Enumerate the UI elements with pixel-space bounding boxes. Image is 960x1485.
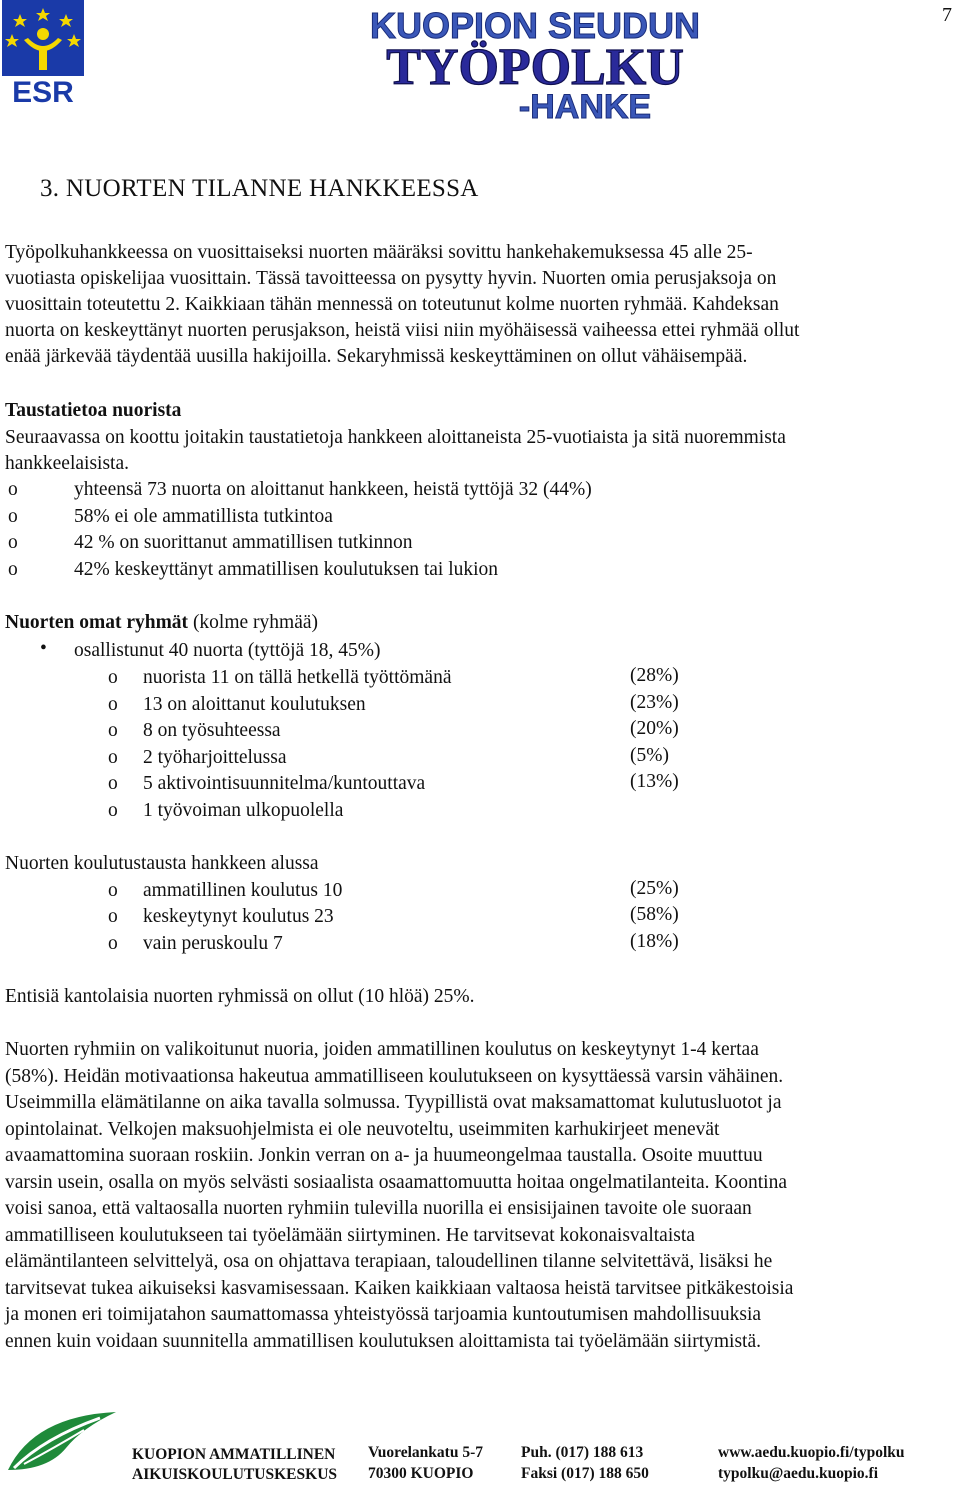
footer-org-line: AIKUISKOULUTUSKESKUS (132, 1466, 338, 1483)
page-number: 7 (942, 4, 952, 26)
groups-item-percent: (23%) (630, 692, 679, 713)
groups-item: 5 aktivointisuunnitelma/kuntouttava (143, 773, 426, 794)
leaf-logo (4, 1408, 120, 1480)
closing-line: ammatilliseen koulutukseen tai työelämään siirtyminen. He tarvitsevat kokonaisvaltaista (5, 1225, 695, 1246)
list-marker: o (8, 479, 18, 500)
esr-logo (2, 0, 84, 106)
groups-item-percent: (28%) (630, 665, 679, 686)
background-line: hankkeelaisista. (5, 453, 129, 474)
closing-line: voisi sanoa, että valtaosalla nuorten ryhmiin tulevilla nuorilla ei ensisijainen tavoite ole suoraan (5, 1198, 752, 1219)
background-item: 42 % on suorittanut ammatillisen tutkinnon (74, 532, 413, 553)
footer-fax: Faksi (017) 188 650 (521, 1465, 649, 1482)
education-item: keskeytynyt koulutus 23 (143, 906, 334, 927)
closing-line: tarvitsevat tukea aikuiseksi kasvamisessaan. Kaiken kaikkiaan valtaosa heistä tarvitsee pitkäkestoisia (5, 1278, 794, 1299)
groups-item-percent: (20%) (630, 718, 679, 739)
groups-item: nuorista 11 on tällä hetkellä työttömänä (143, 667, 452, 688)
list-marker: o (108, 933, 118, 954)
tyopolku-banner-logo (355, 4, 715, 122)
intro-line: vuotiasta opiskelijaa vuosittain. Tässä tavoitteessa on pysytty hyvin. Nuorten omia perusjaksoja on (5, 268, 777, 289)
closing-line: (58%). Heidän motivaationsa hakeutua ammatilliseen koulutukseen on kysyttäessä varsin vähäinen. (5, 1066, 784, 1087)
footer-org-line: KUOPION AMMATILLINEN (132, 1446, 336, 1463)
closing-line: avaamattomina suoraan roskiin. Jonkin verran on a- ja huumeongelmaa taustalla. Osoite muuttuu (5, 1145, 763, 1166)
education-title: Nuorten koulutustausta hankkeen alussa (5, 853, 319, 874)
footer-address-line: Vuorelankatu 5-7 (368, 1444, 483, 1461)
svg-text:ESR: ESR (12, 76, 74, 106)
background-title: Taustatietoa nuorista (5, 400, 182, 421)
groups-title (5, 610, 950, 637)
bullet-marker: • (40, 638, 47, 659)
list-marker: o (8, 532, 18, 553)
list-marker: o (108, 720, 118, 741)
groups-item: 1 työvoiman ulkopuolella (143, 800, 344, 821)
former-inmates-line: Entisiä kantolaisia nuorten ryhmissä on ollut (10 hlöä) 25%. (5, 986, 475, 1007)
intro-line: nuorta on keskeyttänyt nuorten perusjakson, heistä viisi niin myöhäisessä vaiheessa ettei ryhmää ollut (5, 320, 800, 341)
section-heading: 3. NUORTEN TILANNE HANKKEESSA (40, 175, 479, 202)
list-marker: o (8, 559, 18, 580)
footer-address-line: 70300 KUOPIO (368, 1465, 474, 1482)
groups-bullet: osallistunut 40 nuorta (tyttöjä 18, 45%) (74, 640, 381, 661)
groups-item: 13 on aloittanut koulutuksen (143, 694, 366, 715)
groups-title-bold: Nuorten omat ryhmät (5, 612, 189, 633)
background-item: 42% keskeyttänyt ammatillisen koulutuksen tai lukion (74, 559, 499, 580)
svg-text:TYÖPOLKU: TYÖPOLKU (386, 39, 684, 96)
closing-line: varsin usein, osalla on myös selvästi sosiaalista osaamattomuutta hoitaa ongelmatilanteita. Koontina (5, 1172, 787, 1193)
svg-text:-HANKE: -HANKE (518, 88, 652, 122)
intro-line: enää järkevää täydentää uusilla hakijoilla. Sekaryhmissä keskeyttäminen on ollut vähäisempää. (5, 346, 748, 367)
groups-item-percent: (5%) (630, 745, 669, 766)
education-item-percent: (58%) (630, 904, 679, 925)
list-marker: o (108, 694, 118, 715)
closing-line: ja monen eri toimijatahon saumattomassa yhteistyössä tarjoamia kuntoutumisen mahdollisuuksia (5, 1304, 762, 1325)
list-marker: o (108, 800, 118, 821)
education-item: ammatillinen koulutus 10 (143, 880, 343, 901)
list-marker: o (108, 906, 118, 927)
groups-item: 8 on työsuhteessa (143, 720, 281, 741)
list-marker: o (108, 747, 118, 768)
groups-item-percent: (13%) (630, 771, 679, 792)
education-item-percent: (25%) (630, 878, 679, 899)
intro-line: Työpolkuhankkeessa on vuosittaiseksi nuorten määräksi sovittu hankehakemuksessa 45 alle 25- (5, 242, 753, 263)
list-marker: o (108, 667, 118, 688)
footer-email-link[interactable]: typolku@aedu.kuopio.fi (718, 1465, 879, 1482)
groups-item: 2 työharjoittelussa (143, 747, 287, 768)
closing-line: elämäntilanteen selvittelyä, osa on ohjattava terapiaan, taloudellinen tilanne selvitettävä, lisäksi he (5, 1251, 773, 1272)
list-marker: o (108, 773, 118, 794)
groups-title-rest: (kolme ryhmää) (188, 612, 319, 633)
footer-phone: Puh. (017) 188 613 (521, 1444, 644, 1461)
education-item-percent: (18%) (630, 931, 679, 952)
education-item: vain peruskoulu 7 (143, 933, 283, 954)
list-marker: o (108, 880, 118, 901)
intro-line: vuosittain toteutettu 2. Kaikkiaan tähän mennessä on toteutunut kolme nuorten ryhmää. Kahdeksan (5, 294, 779, 315)
footer-web-link[interactable]: www.aedu.kuopio.fi/typolku (718, 1444, 905, 1461)
closing-line: opintolainat. Velkojen maksuohjelmista ei ole neuvoteltu, useimmiten karhukirjeet menevät (5, 1119, 720, 1140)
list-marker: o (8, 506, 18, 527)
svg-text:KUOPION SEUDUN: KUOPION SEUDUN (369, 5, 701, 46)
background-item: 58% ei ole ammatillista tutkintoa (74, 506, 333, 527)
closing-line: ennen kuin voidaan suunnitella ammatillisen koulutuksen aloittamista tai työelämään siirtymistä. (5, 1331, 762, 1352)
closing-line: Useimmilla elämätilanne on aika tavalla solmussa. Tyypillistä ovat maksamattomat kulutusluotot ja (5, 1092, 782, 1113)
background-line: Seuraavassa on koottu joitakin taustatietoja hankkeen aloittaneista 25-vuotiaista ja sitä nuoremmista (5, 427, 786, 448)
background-item: yhteensä 73 nuorta on aloittanut hankkeen, heistä tyttöjä 32 (44%) (74, 479, 592, 500)
closing-line: Nuorten ryhmiin on valikoitunut nuoria, joiden ammatillinen koulutus on keskeytynyt 1-4 kertaa (5, 1039, 759, 1060)
